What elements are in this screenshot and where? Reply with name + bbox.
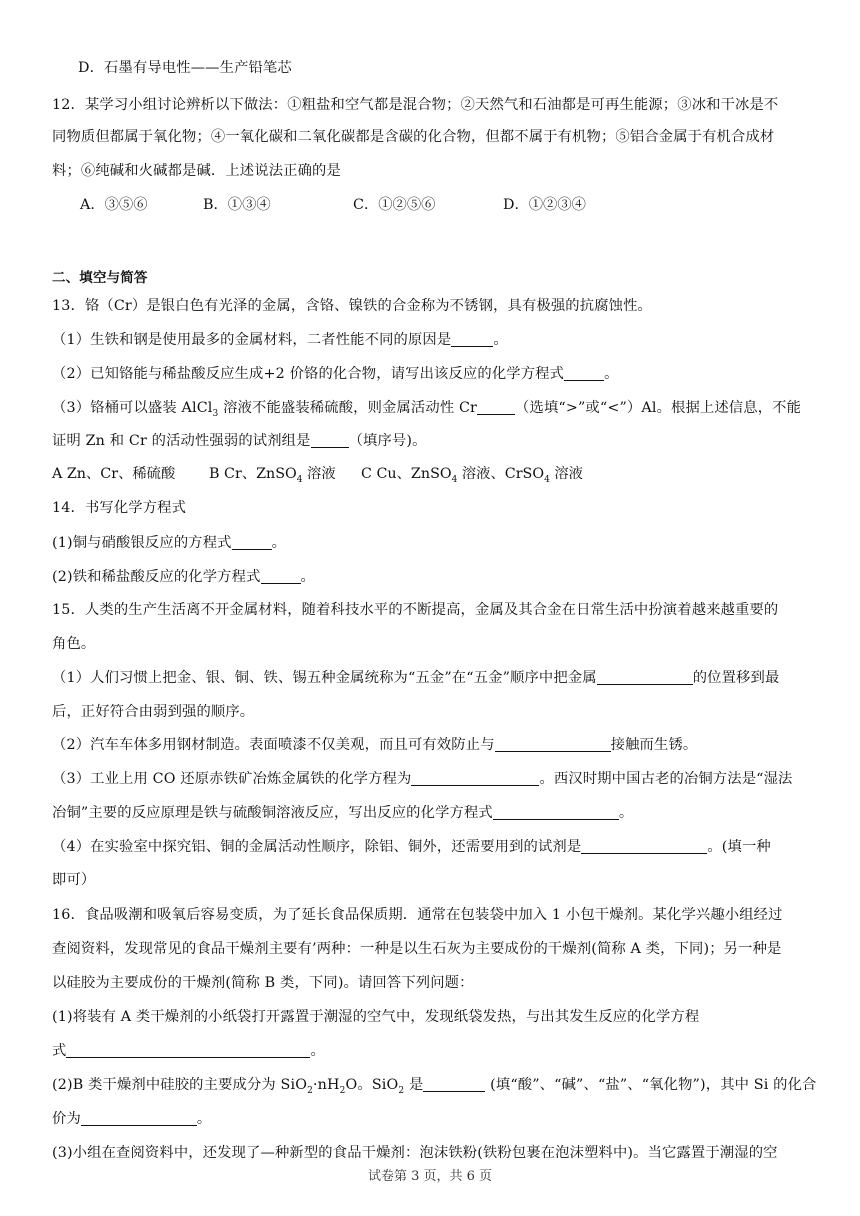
q16-part2-line2-text: 价为 [52,1111,81,1127]
q15-part3-text: （3）工业上用 CO 还原赤铁矿冶炼金属铁的化学方程为 [52,771,412,787]
q14-part1-blank [232,534,272,550]
q15-stem-line1: 15．人类的生产生活离不开金属材料，随着科技水平的不断提高，金属及其合金在日常生活中扮演着越来越重要的 [52,602,779,618]
q16-part2-text-c: O。SiO [345,1077,399,1093]
q13-part2 [52,364,810,384]
q14-part2-end: 。 [300,569,315,585]
q16-part2-sub: 2 [307,1085,313,1096]
q15-part3-line2 [52,803,810,823]
q16-part2-sub3: 2 [398,1085,405,1096]
q15-part4-blank [581,838,707,854]
q15-part2-end: 接触而生锈。 [610,737,698,753]
q14-part2-text: (2)铁和稀盐酸反应的化学方程式 [52,569,261,585]
q15-part4-text: （4）在实验室中探究铝、铜的金属活动性顺序，除铝、铜外，还需要用到的试剂是 [52,839,582,855]
q15-part3-blank2 [493,804,619,820]
q15-part3 [52,769,810,789]
q15-part1 [52,668,810,688]
q14-part2 [52,567,810,587]
q13-part3-sub: 3 [212,408,219,419]
q13-option-c-sub2: 4 [544,474,550,485]
q13-option-c-text-c: 溶液 [549,466,583,482]
q14-stem: 14．书写化学方程式 [52,500,187,516]
q16-part1-blank [66,1042,310,1058]
q11-option-d: D．石墨有导电性——生产铅笔芯 [78,60,292,76]
q15-part3-line2-end: 。 [618,805,634,821]
q13-part3-line2-text: 证明 Zn 和 Cr 的活动性强弱的试剂组是 [52,433,311,449]
q16-part2-line2-end: 。 [196,1111,212,1127]
q15-part2-blank [495,736,611,752]
q15-part4 [52,837,810,857]
q13-part3-blank1 [477,399,515,415]
q16-part2-sub2: 2 [339,1085,346,1096]
q13-option-a: A Zn、Cr、稀硫酸 [52,466,176,482]
q15-part4-end: 。(填一种 [707,839,771,855]
q12-stem-line1: 12．某学习小组讨论辨析以下做法：①粗盐和空气都是混合物；②天然气和石油都是可再生能源；③冰和干冰是不 [52,97,779,113]
q13-option-c [361,464,583,484]
q14-part2-blank [261,568,301,584]
q12-option-b: B．①③④ [203,197,271,213]
q14-part1-end: 。 [271,535,287,551]
q13-part3-text-a: （3）铬桶可以盛装 AlCl [52,400,213,416]
q13-part3 [52,398,810,418]
q15-part2 [52,735,810,755]
q16-part2 [52,1075,817,1096]
q13-option-b-sub: 4 [296,474,303,485]
page-footer: 试卷第 3 页，共 6 页 [367,1169,493,1184]
q13-part3-text-b: 溶液不能盛装稀硫酸，则金属活动性 Cr [218,400,478,416]
q15-part1-line2: 后，正好符合由弱到强的顺序。 [52,704,255,720]
q16-part1-text: 式 [52,1043,67,1059]
q15-part3-text-b: 。西汉时期中国古老的冶铜方法是“湿法 [539,771,793,787]
q16-part2-text-d: 是 [404,1077,424,1093]
q13-part3-line2 [52,431,810,451]
q16-part1-end: 。 [310,1043,325,1059]
q13-option-b [209,464,336,484]
q12-option-c: C．①②⑤⑥ [353,197,436,213]
q13-part1 [52,330,810,350]
q13-option-c-sub: 4 [451,474,458,485]
q16-part2-blank2 [81,1110,197,1126]
q13-part1-text: （1）生铁和钢是使用最多的金属材料，二者性能不同的原因是 [52,332,452,348]
q16-part2-text-b: ·nH [312,1077,340,1093]
q14-part1-text: (1)铜与硝酸银反应的方程式 [52,535,232,551]
q12-option-a: A．③⑤⑥ [80,197,148,213]
section-title: 二、填空与简答 [52,270,148,286]
q12-stem-line3: 料；⑥纯碱和火碱都是碱．上述说法正确的是 [52,163,341,179]
q13-part1-blank [451,331,493,347]
q15-part1-end: 的位置移到最 [692,670,780,686]
q13-part2-end: 。 [604,366,619,382]
q16-part3-line1: (3)小组在查阅资料中，还发现了—种新型的食品干燥剂：泡沫铁粉(铁粉包裹在泡沫塑料中)。当它露置于潮湿的空 [52,1145,778,1161]
q16-part2-text-e: (填“酸”、“碱”、“盐”、“氧化物”)，其中 Si 的化合 [485,1077,817,1093]
q13-stem: 13．铬（Cr）是银白色有光泽的金属，含铬、镍铁的合金称为不锈钢，具有极强的抗腐蚀性。 [52,298,652,314]
q16-stem-line1: 16．食品吸潮和吸氧后容易变质，为了延长食品保质期．通常在包装袋中加入 1 小包干燥剂。某化学兴趣小组经过 [52,907,783,923]
q13-option-c-text-b: 溶液、CrSO [457,466,545,482]
q13-part1-end: 。 [493,332,508,348]
q16-part2-text-a: (2)B 类干燥剂中硅胶的主要成分为 SiO [52,1077,308,1093]
q16-part1-line1: (1)将装有 A 类干燥剂的小纸袋打开露置于潮湿的空气中，发现纸袋发热，与出其发生反应的化学方程 [52,1009,700,1025]
q15-part3-blank1 [411,770,539,786]
q13-part3-text-c: （选填“>”或“<”）Al。根据上述信息，不能 [515,400,802,416]
q15-part2-text: （2）汽车车体多用钢材制造。表面喷漆不仅美观，而且可有效防止与 [52,737,495,753]
q13-option-b-text-b: 溶液 [302,466,336,482]
q15-stem-line2: 角色。 [52,636,96,652]
q13-part2-blank [564,365,604,381]
q15-part4-line2: 即可） [52,872,96,888]
q16-part2-line2 [52,1109,810,1129]
q15-part3-line2-text: 冶铜”主要的反应原理是铁与硫酸铜溶液反应，写出反应的化学方程式 [52,805,493,821]
q16-stem-line2: 查阅资料，发现常见的食品干燥剂主要有’两种：一种是以生石灰为主要成份的干燥剂(简称 A 类，下同)；另一种是 [52,941,782,957]
q16-part2-blank1 [423,1076,485,1092]
q12-option-d: D．①②③④ [503,197,586,213]
q13-option-b-text-a: B Cr、ZnSO [209,466,297,482]
q14-part1 [52,533,810,553]
q13-part3-blank2 [311,432,349,448]
q15-part1-blank [597,669,693,685]
q13-part3-line2-end: （填序号)。 [348,433,427,449]
q16-stem-line3: 以硅胶为主要成份的干燥剂(简称 B 类，下同)。请回答下列问题： [52,975,474,991]
q13-part2-text: （2）已知铬能与稀盐酸反应生成+2 价铬的化合物，请写出该反应的化学方程式 [52,366,565,382]
q13-option-c-text-a: C Cu、ZnSO [361,466,452,482]
q16-part1-line2 [52,1041,810,1061]
q15-part1-text: （1）人们习惯上把金、银、铜、铁、锡五种金属统称为“五金”在“五金”顺序中把金属 [52,670,597,686]
q12-stem-line2: 同物质但都属于氧化物；④一氧化碳和二氧化碳都是含碳的化合物，但都不属于有机物；⑤铝合金属于有机合成材 [52,129,775,145]
